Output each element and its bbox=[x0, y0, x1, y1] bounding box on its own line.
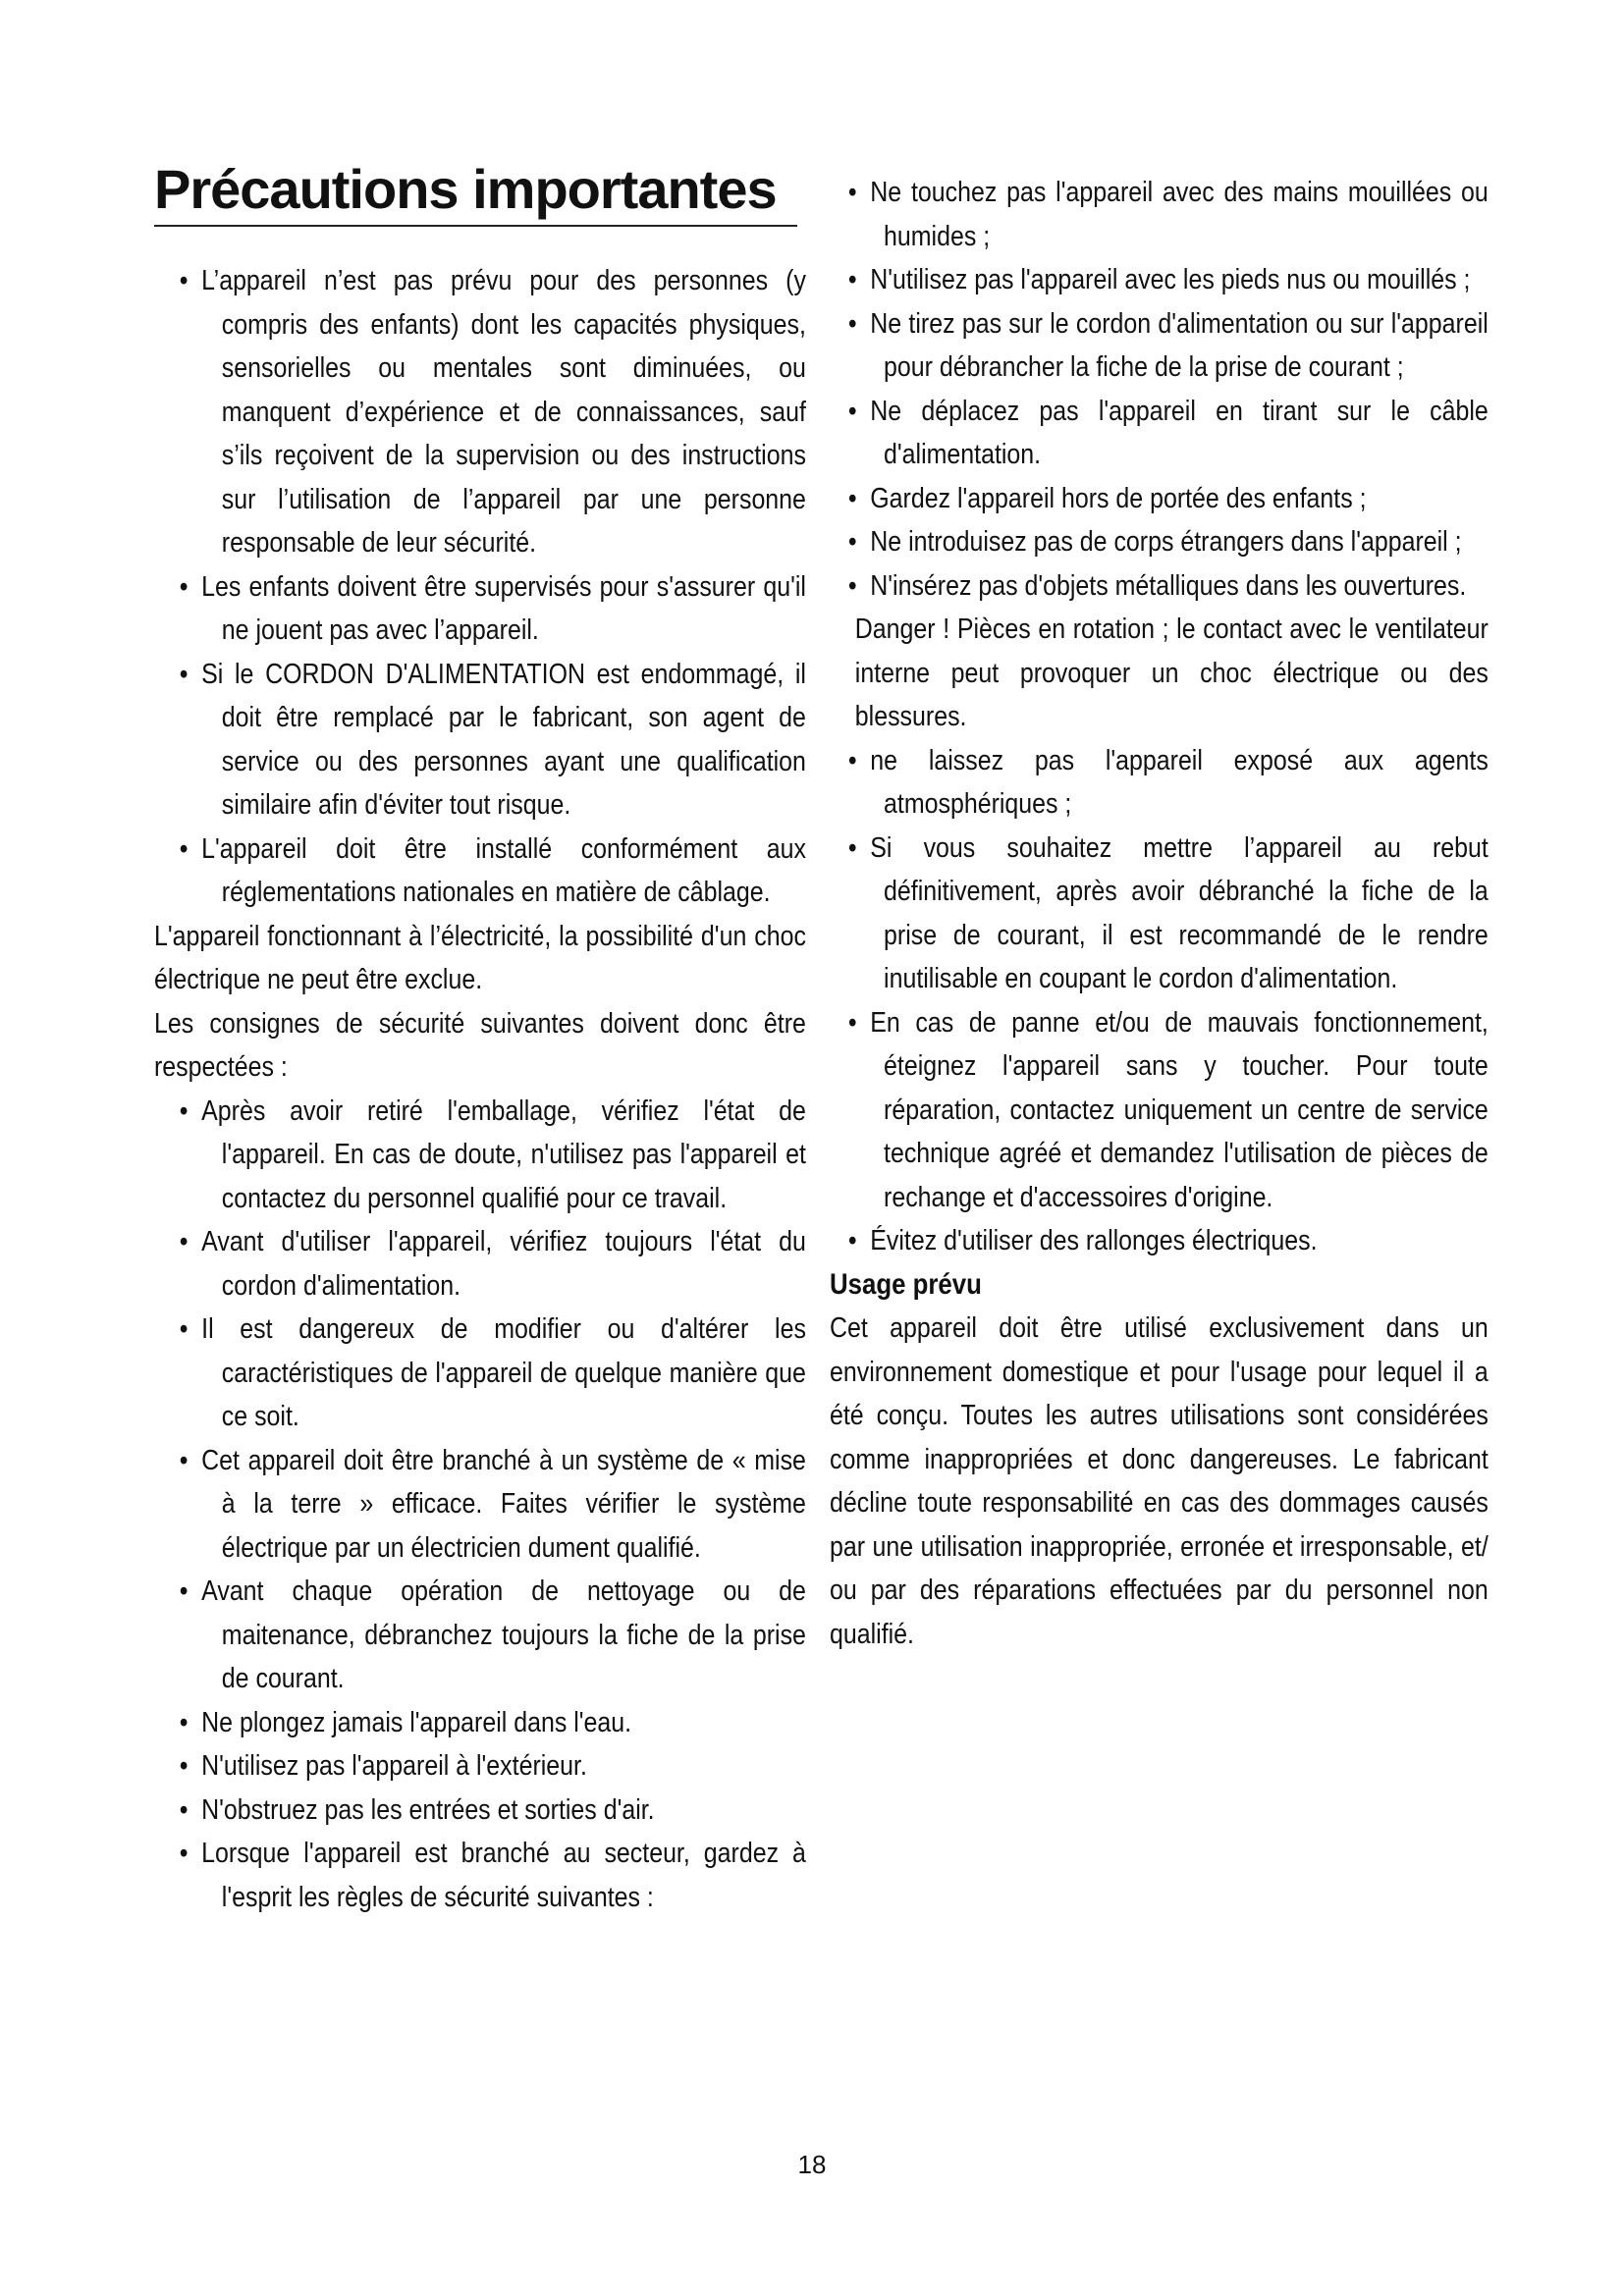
list-item: • Ne tirez pas sur le cordon d'alimentation ou sur l'appareil pour débrancher la fiche de la prise de courant ; bbox=[830, 302, 1489, 390]
list-item: • Si vous souhaitez mettre l’appareil au rebut définitivement, après avoir débranché la fiche de la prise de courant, il est recommandé de le rendre inutilisable en coupant le cordon d'alimentation. bbox=[830, 827, 1489, 1001]
list-item: • Ne introduisez pas de corps étrangers dans l'appareil ; bbox=[830, 520, 1489, 564]
section-heading: Usage prévu bbox=[830, 1267, 982, 1301]
bullet-icon: • bbox=[179, 1706, 189, 1738]
page-title: Précautions importantes bbox=[154, 157, 797, 227]
bullet-icon: • bbox=[847, 831, 857, 864]
bullet-list bbox=[830, 171, 1489, 608]
bullet-list bbox=[830, 739, 1489, 1263]
list-item: • Évitez d'utiliser des rallonges électriques. bbox=[830, 1219, 1489, 1263]
list-item: • Lorsque l'appareil est branché au secteur, gardez à l'esprit les règles de sécurité suivantes : bbox=[154, 1832, 806, 1919]
list-item: • N'utilisez pas l'appareil à l'extérieur. bbox=[154, 1744, 806, 1789]
list-item: • N'insérez pas d'objets métalliques dans les ouvertures. bbox=[830, 564, 1489, 609]
bullet-icon: • bbox=[179, 1838, 189, 1869]
bullet-icon: • bbox=[179, 1095, 189, 1127]
bullet-icon: • bbox=[179, 265, 189, 296]
bullet-icon: • bbox=[179, 570, 189, 603]
bullet-icon: • bbox=[179, 1444, 189, 1476]
bullet-icon: • bbox=[847, 482, 857, 514]
bullet-list bbox=[154, 1090, 806, 1920]
bullet-icon: • bbox=[847, 744, 857, 776]
list-item: • Cet appareil doit être branché à un système de « mise à la terre » efficace. Faites vérifier le système électrique par un électricien dument qualifié. bbox=[154, 1439, 806, 1571]
bullet-icon: • bbox=[847, 264, 857, 295]
bullet-icon: • bbox=[179, 1313, 189, 1345]
bullet-icon: • bbox=[847, 1006, 857, 1039]
paragraph: L'appareil fonctionnant à l’électricité, la possibilité d'un choc électrique ne peut être exclue. bbox=[154, 920, 806, 995]
page-number: 18 bbox=[797, 2150, 827, 2179]
left-column bbox=[154, 259, 806, 1919]
bullet-icon: • bbox=[847, 1225, 857, 1256]
list-item: • L'appareil doit être installé conformément aux réglementations nationales en matière de câblage. bbox=[154, 828, 806, 915]
bullet-icon: • bbox=[847, 526, 857, 558]
list-item: • Si le CORDON D'ALIMENTATION est endommagé, il doit être remplacé par le fabricant, son agent de service ou des personnes ayant une qualification similaire afin d'éviter tout risque. bbox=[154, 653, 806, 828]
bullet-icon: • bbox=[179, 1793, 189, 1826]
bullet-icon: • bbox=[179, 658, 189, 690]
list-item: • Avant chaque opération de nettoyage ou de maitenance, débranchez toujours la fiche de la prise de courant. bbox=[154, 1570, 806, 1701]
bullet-icon: • bbox=[179, 1750, 189, 1782]
list-item: • Ne plongez jamais l'appareil dans l'eau. bbox=[154, 1701, 806, 1745]
bullet-icon: • bbox=[847, 177, 857, 208]
bullet-icon: • bbox=[179, 832, 189, 865]
list-item: • Après avoir retiré l'emballage, vérifiez l'état de l'appareil. En cas de doute, n'utilisez pas l'appareil et contactez du personnel qualifié pour ce travail. bbox=[154, 1090, 806, 1221]
list-item: • N'utilisez pas l'appareil avec les pieds nus ou mouillés ; bbox=[830, 258, 1489, 302]
bullet-icon: • bbox=[179, 1575, 189, 1607]
bullet-list bbox=[154, 259, 806, 915]
bullet-icon: • bbox=[179, 1226, 189, 1257]
paragraph: Les consignes de sécurité suivantes doivent donc être respectées : bbox=[154, 1007, 806, 1083]
list-item: • Les enfants doivent être supervisés pour s'assurer qu'il ne jouent pas avec l’appareil. bbox=[154, 565, 806, 653]
right-column bbox=[830, 171, 1489, 1656]
list-item: • En cas de panne et/ou de mauvais fonctionnement, éteignez l'appareil sans y toucher. Pour toute réparation, contactez uniquement un centre de service technique agréé et demandez l'utilisation de pièces de rechange et d'accessoires d'origine. bbox=[830, 1001, 1489, 1220]
list-item: • ne laissez pas l'appareil exposé aux agents atmosphériques ; bbox=[830, 739, 1489, 827]
bullet-icon: • bbox=[847, 569, 857, 602]
danger-note: Danger ! Pièces en rotation ; le contact avec le ventilateur interne peut provoquer un choc électrique ou des blessures. bbox=[854, 614, 1489, 732]
list-item: • Ne déplacez pas l'appareil en tirant sur le câble d'alimentation. bbox=[830, 390, 1489, 477]
list-item: • L’appareil n’est pas prévu pour des personnes (y compris des enfants) dont les capacités physiques, sensorielles ou mentales sont diminuées, ou manquent d’expérience et de connaissances, sauf s’ils reçoivent de la supervision ou des instructions sur l’utilisation de l’appareil par une personne responsable de leur sécurité. bbox=[154, 259, 806, 565]
bullet-icon: • bbox=[847, 395, 857, 427]
list-item: • Avant d'utiliser l'appareil, vérifiez toujours l'état du cordon d'alimentation. bbox=[154, 1220, 806, 1308]
paragraph: Cet appareil doit être utilisé exclusivement dans un environnement domestique et pour l'usage pour lequel il a été conçu. Toutes les autres utilisations sont considérées comme inappropriées et donc dangereuses. Le fabricant décline toute responsabilité en cas des dommages causés par une utilisation inappropriée, erronée et irresponsable, et/ ou par des réparations effectuées par du personnel non qualifié. bbox=[830, 1312, 1489, 1650]
list-item: • Gardez l'appareil hors de portée des enfants ; bbox=[830, 477, 1489, 521]
list-item: • Il est dangereux de modifier ou d'altérer les caractéristiques de l'appareil de quelque manière que ce soit. bbox=[154, 1308, 806, 1439]
list-item: • Ne touchez pas l'appareil avec des mains mouillées ou humides ; bbox=[830, 171, 1489, 258]
list-item: • N'obstruez pas les entrées et sorties d'air. bbox=[154, 1789, 806, 1833]
bullet-icon: • bbox=[847, 307, 857, 340]
